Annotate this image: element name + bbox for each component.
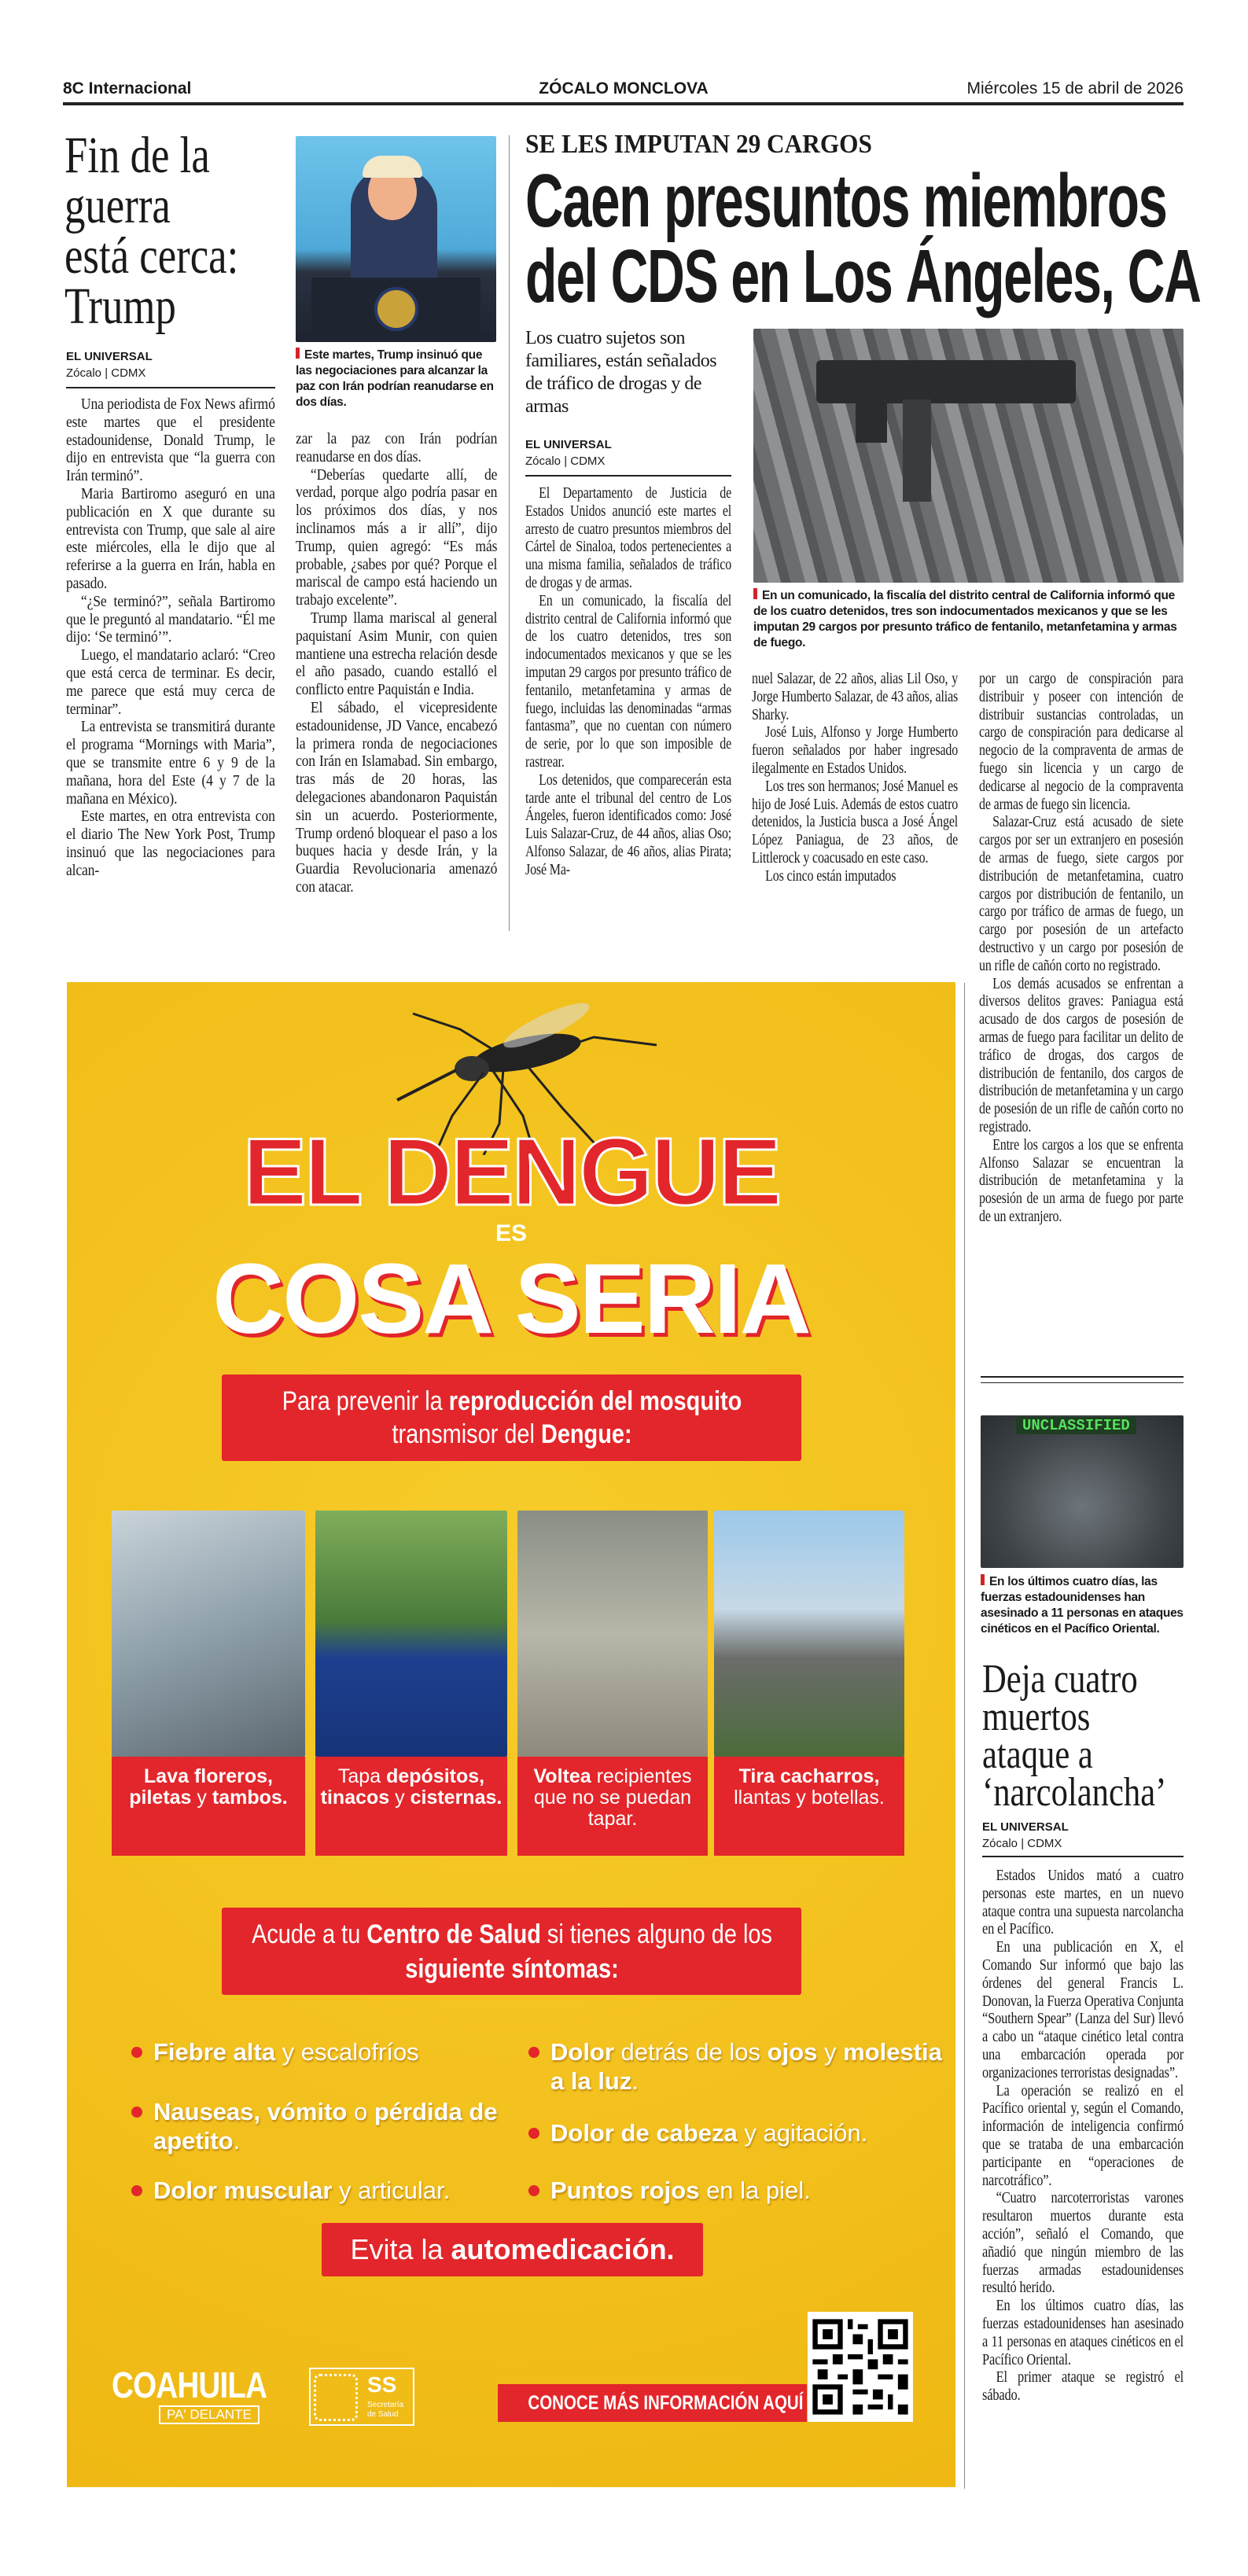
- symptom-text: [153, 2098, 498, 2155]
- cds-column-c: [979, 670, 1184, 1226]
- text-segment: Dolor: [550, 2038, 614, 2066]
- paragraph: En un comunicado, la fiscalía del distrito central de California informó que de los cuatro detenidos, tres son indocumentados mexicanos y que se les imputan 29 cargos por presunto tráfico de fentanilo, metanfetamina y armas de fuego, incluidas las denominadas “armas fantasma”, que no cuentan con número de serie, por lo que son imposible de rastrear.: [525, 591, 732, 771]
- text-segment: Dolor muscular: [153, 2177, 333, 2204]
- text-segment: y articular.: [332, 2177, 451, 2204]
- paragraph: “¿Se terminó?”, señala Bartiromo que le preguntó al mandatario. “Él me dijo: ‘Se terminó’”.: [66, 592, 275, 646]
- text-segment: Voltea: [533, 1765, 591, 1787]
- byline-place: Zócalo | CDMX: [525, 454, 606, 468]
- cds-subhead: Los cuatro sujetos son familiares, están señalados de tráfico de drogas y de armas: [525, 328, 717, 417]
- headline-line: está cerca:: [64, 227, 239, 285]
- narco-photo-caption: [981, 1574, 1184, 1637]
- section-label: 8C Internacional: [63, 79, 192, 98]
- narco-headline: [982, 1657, 1185, 1815]
- headline-line: guerra: [64, 177, 171, 234]
- prevent-banner: [222, 1374, 801, 1461]
- visit-health-center-banner: [222, 1908, 801, 1995]
- paragraph: zar la paz con Irán podrían reanudarse en dos días.: [296, 430, 498, 466]
- text-segment: Tira cacharros,: [738, 1765, 880, 1787]
- text-segment: pérdida de apetito: [153, 2098, 498, 2155]
- paragraph: Los detenidos, que comparecerán esta tarde ante el tribunal del centro de Los Ángeles, fueron identificados como: José Luis Salazar-Cruz, de 44 años, alias Oso; Alfonso Salazar, de 46 años, alias Pirata; José Ma-: [525, 771, 732, 878]
- symptom-text: [153, 2038, 419, 2066]
- paragraph: Maria Bartiromo aseguró en una publicación en X que durante su entrevista con Trump, que sale al aire este miércoles, ella le dijo que al referirse a la guerra en Irán, habla en pasado.: [66, 484, 275, 592]
- cds-byline: [525, 436, 731, 469]
- section-rule: [981, 1376, 1184, 1378]
- text-segment: molestia a la luz: [550, 2038, 942, 2095]
- text-segment: transmisor del: [391, 1419, 541, 1449]
- headline-line: muertos: [982, 1695, 1091, 1739]
- text-segment: Dolor de cabeza: [550, 2119, 738, 2147]
- paragraph: Estados Unidos mató a cuatro personas este martes, en un nuevo ataque contra una supuesta narcolancha en el Pacífico.: [982, 1867, 1184, 1938]
- byline-place: Zócalo | CDMX: [982, 1837, 1062, 1850]
- headline-line: ‘narcolancha’: [982, 1770, 1167, 1815]
- symptom-item: [528, 2118, 953, 2147]
- byline-source: EL UNIVERSAL: [525, 438, 612, 451]
- text-segment: y: [389, 1787, 410, 1809]
- qr-code-icon[interactable]: [808, 2312, 913, 2422]
- paragraph: Los cinco están imputados: [765, 867, 896, 885]
- text-segment: .: [233, 2127, 241, 2155]
- text-segment: reproducción del mosquito: [448, 1386, 742, 1416]
- text-segment: y: [191, 1787, 212, 1809]
- column-divider: [964, 983, 965, 2489]
- unclassified-label: UNCLASSIFIED: [1016, 1417, 1136, 1434]
- strike-video-photo: [981, 1415, 1184, 1568]
- paragraph: El sábado, el vicepresidente estadounidense, JD Vance, encabezó la primera ronda de negociaciones con Irán en Islamabad. Sin embargo, tras más de 20 horas, las delegaciones abandonaron Paquistán sin un acuerdo. Posteriormente, Trump ordenó bloquear el paso a los buques hacia y desde Irán, y la Guardia Revolucionaria amenazó con atacar.: [296, 698, 498, 896]
- symptom-item: [131, 2037, 501, 2066]
- paragraph: Una periodista de Fox News afirmó este martes que el presidente estadounidense, Donald Trump, le dijo en entrevista que “la guerra con Irán terminó”.: [66, 396, 275, 485]
- symptom-text: [550, 2038, 942, 2095]
- paragraph: Luego, el mandatario aclaró: “Creo que está cerca de terminar. Es decir, me parece que está muy cerca de terminar”.: [66, 646, 275, 718]
- tip-card-discard: [714, 1511, 904, 1857]
- coahuila-logo: [112, 2364, 300, 2424]
- paragraph: por un cargo de conspiración para distribuir y poseer con intención de distribuir sustancias controladas, un cargo de conspiración para dedicarse al negocio de la compraventa de armas de fuego sin licencia y un cargo de dedicarse al negocio de la compraventa de armas de fuego sin licencia.: [979, 670, 1184, 813]
- paragraph: El Departamento de Justicia de Estados Unidos anunció este martes el arresto de cuatro presuntos miembros del Cártel de Sinaloa, todos pertenecientes a una misma familia, señalados de tráfico de drogas y de armas.: [525, 484, 732, 591]
- text-segment: automedicación.: [451, 2233, 675, 2265]
- trump-headline: [64, 127, 277, 335]
- trump-column-1: [66, 396, 275, 880]
- symptom-item: [528, 2037, 953, 2096]
- headline-line: Deja cuatro: [982, 1657, 1138, 1702]
- trump-photo: [296, 136, 496, 342]
- issue-date: Miércoles 15 de abril de 2026: [966, 79, 1184, 98]
- trump-photo-caption: [296, 348, 497, 410]
- cds-column-a: [525, 484, 731, 879]
- paragraph: “Deberías quedarte allí, de verdad, porque algo podría pasar en los próximos dos días, y nos inclinamos más a ir allí”, dijo Trump, quien agregó: “Es más probable, ¿sabes por qué? Porque el mariscal de campo está haciendo un trabajo excelente”.: [296, 466, 498, 609]
- logo-tag: PA' DELANTE: [159, 2405, 260, 2424]
- text-segment: o: [347, 2098, 374, 2125]
- text-segment: en la piel.: [699, 2177, 811, 2204]
- byline-rule: [525, 475, 731, 477]
- caption-text: Este martes, Trump insinuó que las negociaciones para alcanzar la paz con Irán podrían reanudarse en dos días.: [296, 348, 494, 409]
- tip-card-wash: [112, 1511, 305, 1857]
- text-segment: cisternas.: [410, 1787, 503, 1809]
- text-segment: Evita la: [350, 2233, 451, 2265]
- section-rule: [981, 1382, 1184, 1383]
- more-info-button[interactable]: [498, 2384, 807, 2422]
- header-rule: [63, 102, 1184, 105]
- paragraph: La entrevista se transmitirá durante el programa “Mornings with Maria”, que se transmite entre 6 y 9 de la mañana, hora del Este (4 y 7 de la mañana en México).: [66, 718, 275, 808]
- paragraph: Salazar-Cruz está acusado de siete cargos por ser un extranjero en posesión de armas de fuego, siete cargos por distribución de metanfetamina, cuatro cargos por distribución de fentanilo, un cargo por tráfico de armas de fuego, un cargo por posesión de un artefacto destructivo y un cargo por posesión de un rifle de cañón corto no registrado.: [979, 813, 1184, 974]
- newspaper-name: ZÓCALO MONCLOVA: [539, 79, 709, 98]
- avoid-self-medication-banner: [322, 2223, 703, 2276]
- text-segment: Lava floreros, piletas: [129, 1765, 273, 1809]
- cds-headline: [525, 159, 1248, 318]
- text-segment: tambos.: [212, 1787, 288, 1809]
- paragraph: La operación se realizó en el Pacífico oriental y, según el Comando, información de inteligencia confirmó que se trataba de una embarcación participante en “operaciones de narcotráfico”.: [982, 2081, 1184, 2189]
- kicker-text: SE LES IMPUTAN 29 CARGOS: [525, 130, 872, 159]
- logo-sub: Secretaría de Salud: [367, 2401, 404, 2419]
- text-segment: depósitos, tinacos: [320, 1765, 485, 1809]
- ad-title-es: ES: [495, 1220, 528, 1246]
- text-segment: y: [817, 2038, 844, 2066]
- byline-rule: [66, 387, 275, 388]
- byline-source: EL UNIVERSAL: [982, 1820, 1069, 1834]
- cds-kicker: [525, 131, 902, 159]
- text-segment: Fiebre alta: [153, 2038, 276, 2066]
- dengue-ad: [67, 982, 955, 2487]
- text-segment: detrás de los: [613, 2038, 768, 2066]
- byline-source: EL UNIVERSAL: [66, 350, 153, 363]
- text-segment: Para prevenir la: [282, 1386, 449, 1416]
- headline-line: del CDS en Los Ángeles, CA: [525, 234, 1201, 318]
- text-segment: Tapa: [337, 1765, 387, 1787]
- symptom-item: [131, 2097, 501, 2155]
- barrel-photo: [315, 1511, 507, 1757]
- trump-byline: [66, 348, 277, 381]
- text-segment: llantas y botellas.: [734, 1787, 885, 1809]
- narco-body: [982, 1867, 1184, 2405]
- tip-card-flip: [517, 1511, 708, 1857]
- junk-photo: [714, 1511, 904, 1757]
- caption-text: En un comunicado, la fiscalía del distrito central de California informó que de los cuatro detenidos, tres son indocumentados mexicanos y que se les imputan 29 cargos por presunto tráfico de fentanilo, metanfetamina y armas de fuego.: [753, 589, 1177, 650]
- paragraph: Los demás acusados se enfrentan a diversos delitos graves: Paniagua está acusado de dos cargos de posesión de armas de fuego para facilitar un delito de tráfico de drogas, dos cargos de distribución de fentanilo, dos cargos de distribución de metanfetamina y un cargo de posesión de un rifle de cañón corto no registrado.: [979, 974, 1184, 1135]
- paragraph: José Luis, Alfonso y Jorge Humberto fueron señalados por haber ingresado ilegalmente en Estados Unidos.: [752, 723, 959, 777]
- text-segment: y escalofríos: [275, 2038, 419, 2066]
- logo-text: COAHUILA: [112, 2364, 267, 2405]
- health-secretariat-logo: [309, 2368, 414, 2426]
- byline-place: Zócalo | CDMX: [66, 366, 146, 380]
- tip-label: [315, 1757, 507, 1856]
- cds-photo-caption: [753, 588, 1184, 651]
- text-segment: recipientes que no se puedan tapar.: [533, 1765, 692, 1830]
- paragraph: nuel Salazar, de 22 años, alias Lil Oso, y Jorge Humberto Salazar, de 43 años, alias Sharky.: [752, 670, 959, 723]
- headline-line: Fin de la: [64, 127, 210, 184]
- ad-title-bottom: COSA SERIA: [212, 1243, 810, 1354]
- text-segment: Nauseas, vómito: [153, 2098, 348, 2125]
- symptom-text: [153, 2177, 450, 2204]
- seized-weapon-photo: [753, 329, 1184, 583]
- trump-column-2: [296, 430, 497, 896]
- text-segment: ojos: [767, 2038, 818, 2066]
- paragraph: El primer ataque se registró el sábado.: [982, 2368, 1184, 2405]
- tip-label: [517, 1757, 708, 1856]
- paragraph: Entre los cargos a los que se enfrenta Alfonso Salazar se encuentran la distribución de metanfetamina y la posesión de un arma de fuego por parte de un extranjero.: [979, 1135, 1184, 1225]
- tip-label: [714, 1757, 904, 1856]
- text-segment: y agitación.: [737, 2119, 868, 2147]
- headline-line: ataque a: [982, 1732, 1093, 1777]
- paragraph: “Cuatro narcoterroristas varones resultaron muertos durante esta acción”, señaló el Comando, que añadió que ningún miembro de las fuerzas armadas estadounidenses resultó herido.: [982, 2189, 1184, 2297]
- headline-line: Caen presuntos miembros: [525, 159, 1167, 243]
- caption-text: En los últimos cuatro días, las fuerzas estadounidenses han asesinado a 11 personas en ataques cinéticos en el Pacífico Oriental.: [981, 1575, 1184, 1636]
- bucket-photo: [517, 1511, 708, 1757]
- byline-rule: [982, 1856, 1184, 1857]
- symptom-item: [131, 2176, 501, 2205]
- symptom-text: [550, 2119, 867, 2147]
- prevent-text: [237, 1385, 786, 1451]
- symptom-item: [528, 2176, 953, 2205]
- text-segment: Acude a tu: [251, 1919, 366, 1949]
- text-segment: Dengue:: [540, 1419, 632, 1449]
- paragraph: Los tres son hermanos; José Manuel es hijo de José Luis. Además de estos cuatro detenidos, la Justicia busca a José Ángel López Paniagua, de 23 años, de Littlerock y coacusado en este caso.: [752, 777, 959, 867]
- logo-text: SS: [367, 2372, 397, 2397]
- ad-title-top: EL DENGUE: [242, 1118, 780, 1225]
- paragraph: Este martes, en otra entrevista con el diario The New York Post, Trump insinuó que las negociaciones para alcan-: [66, 808, 275, 879]
- wash-photo: [112, 1511, 305, 1757]
- text-segment: Puntos rojos: [550, 2177, 700, 2204]
- visit-text: [237, 1917, 786, 1986]
- cta-text: CONOCE MÁS INFORMACIÓN AQUÍ: [528, 2392, 804, 2414]
- text-segment: siguiente síntomas:: [404, 1954, 619, 1984]
- paragraph: En una publicación en X, el Comando Sur informó que bajo las órdenes del general Francis L. Donovan, la Fuerza Operativa Conjunta “Southern Spear” (Lanza del Sur) llevó a cabo un “ataque cinético letal contra una embarcación operada por organizaciones terroristas designadas”.: [982, 1938, 1184, 2081]
- text-segment: si tienes alguno de los: [540, 1919, 772, 1949]
- symptom-text: [550, 2177, 811, 2204]
- column-divider: [509, 135, 510, 931]
- paragraph: En los últimos cuatro días, las fuerzas estadounidenses han asesinado a 11 personas en ataques cinéticos en el Pacífico Oriental.: [982, 2297, 1184, 2368]
- cds-column-b: [752, 670, 958, 885]
- tip-card-cover: [315, 1511, 507, 1857]
- headline-line: Trump: [64, 278, 176, 335]
- paragraph: Trump llama mariscal al general paquistaní Asim Munir, con quien mantiene una estrecha relación desde el año pasado, cuando estalló el conflicto entre Paquistán e India.: [296, 609, 498, 699]
- narco-byline: [982, 1819, 1184, 1852]
- tip-label: [112, 1757, 305, 1856]
- text-segment: .: [631, 2067, 639, 2095]
- text-segment: Centro de Salud: [366, 1919, 541, 1949]
